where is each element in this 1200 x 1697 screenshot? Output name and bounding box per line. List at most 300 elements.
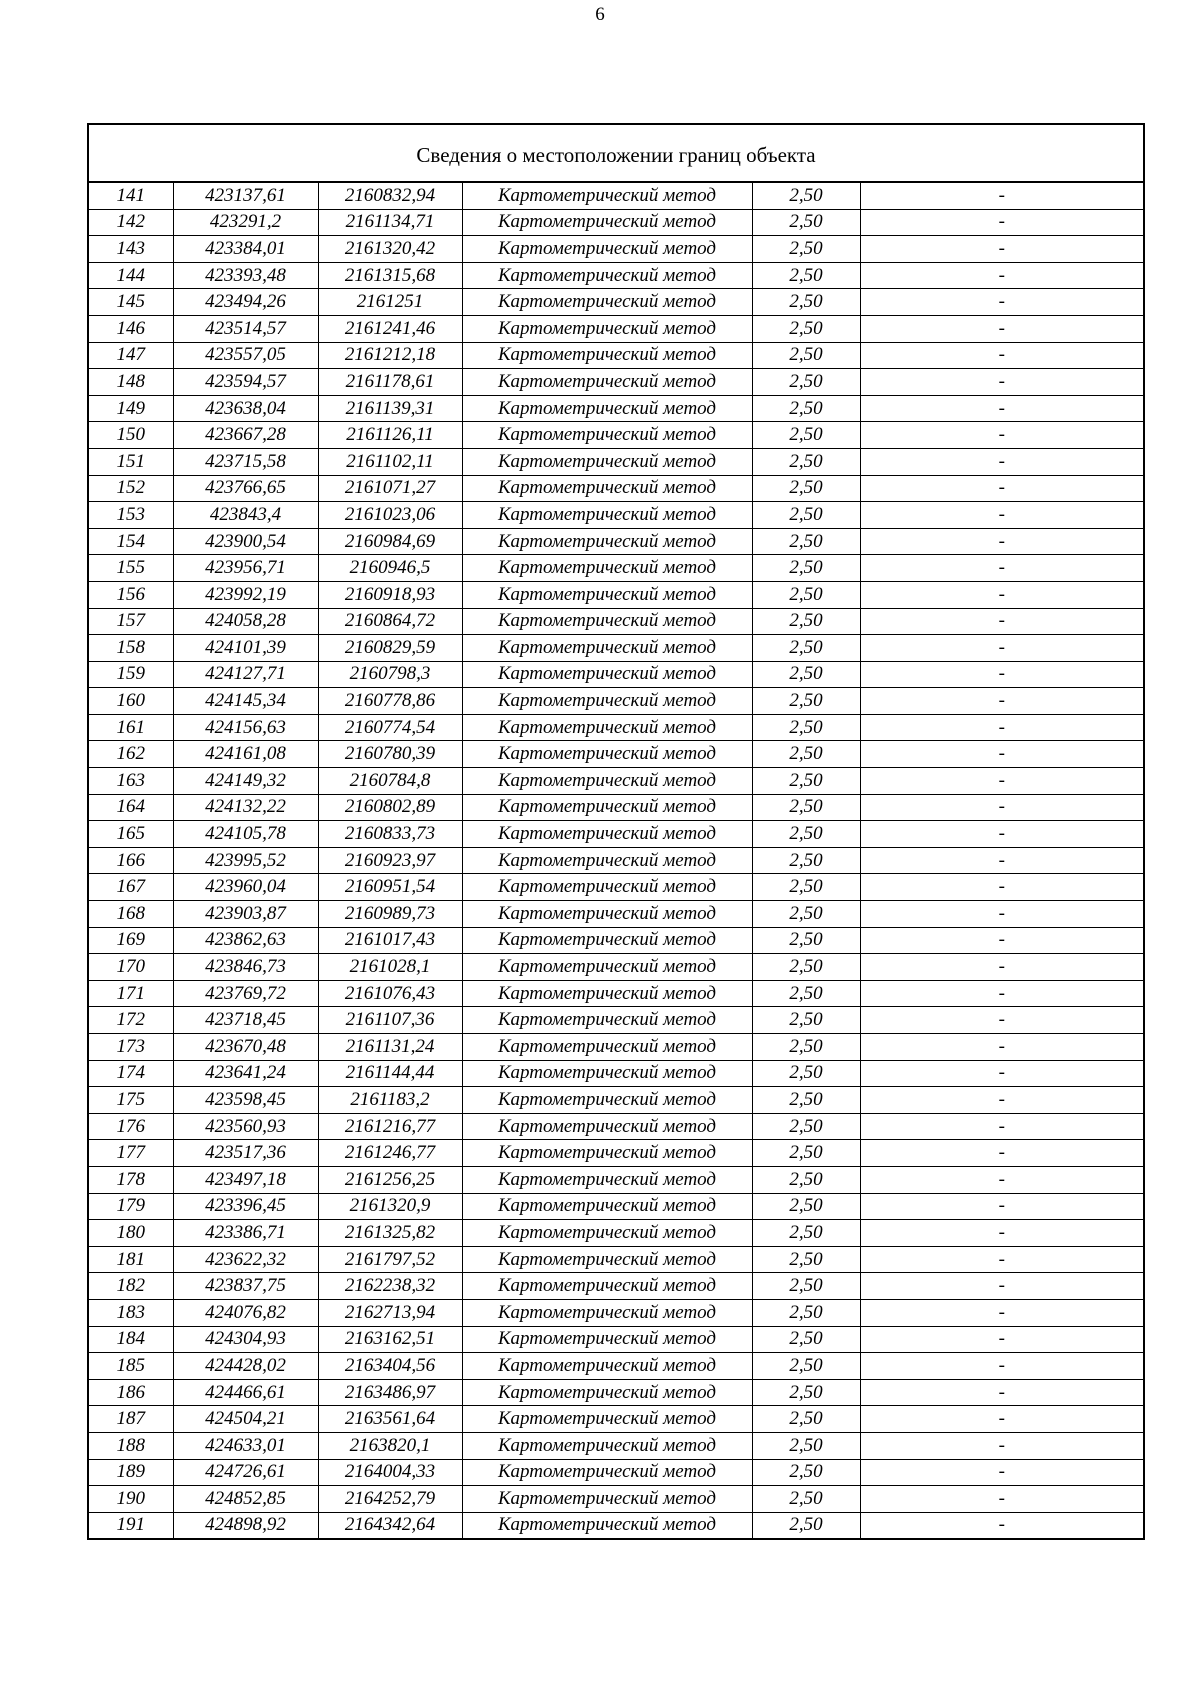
accuracy-cell: 2,50: [752, 1512, 860, 1538]
y-coordinate-cell: 2160774,54: [318, 714, 462, 741]
point-number-cell: 161: [89, 714, 173, 741]
y-coordinate-cell: 2161102,11: [318, 448, 462, 475]
x-coordinate-cell: 424504,21: [173, 1406, 318, 1433]
y-coordinate-cell: 2161126,11: [318, 422, 462, 449]
table-row: [89, 236, 1143, 263]
method-cell: Картометрический метод: [462, 927, 752, 954]
y-coordinate-cell: 2160946,5: [318, 555, 462, 582]
method-cell: Картометрический метод: [462, 369, 752, 396]
y-coordinate-cell: 2160778,86: [318, 688, 462, 715]
y-coordinate-cell: 2161017,43: [318, 927, 462, 954]
point-number-cell: 174: [89, 1060, 173, 1087]
accuracy-cell: 2,50: [752, 635, 860, 662]
table-row: [89, 847, 1143, 874]
table-row: [89, 183, 1143, 209]
point-number-cell: 148: [89, 369, 173, 396]
accuracy-cell: 2,50: [752, 502, 860, 529]
y-coordinate-cell: 2162238,32: [318, 1273, 462, 1300]
table-row: [89, 502, 1143, 529]
point-number-cell: 163: [89, 768, 173, 795]
point-number-cell: 164: [89, 794, 173, 821]
x-coordinate-cell: 424105,78: [173, 821, 318, 848]
x-coordinate-cell: 423766,65: [173, 475, 318, 502]
method-cell: Картометрический метод: [462, 528, 752, 555]
table-row: [89, 927, 1143, 954]
point-number-cell: 182: [89, 1273, 173, 1300]
x-coordinate-cell: 423396,45: [173, 1193, 318, 1220]
method-cell: Картометрический метод: [462, 1007, 752, 1034]
y-coordinate-cell: 2161178,61: [318, 369, 462, 396]
description-cell: -: [860, 1353, 1143, 1380]
x-coordinate-cell: 423903,87: [173, 901, 318, 928]
description-cell: -: [860, 555, 1143, 582]
x-coordinate-cell: 424428,02: [173, 1353, 318, 1380]
y-coordinate-cell: 2160798,3: [318, 661, 462, 688]
accuracy-cell: 2,50: [752, 475, 860, 502]
table-row: [89, 369, 1143, 396]
description-cell: -: [860, 581, 1143, 608]
table-row: [89, 1060, 1143, 1087]
description-cell: -: [860, 847, 1143, 874]
point-number-cell: 184: [89, 1326, 173, 1353]
y-coordinate-cell: 2164252,79: [318, 1486, 462, 1513]
description-cell: -: [860, 635, 1143, 662]
table-row: [89, 395, 1143, 422]
point-number-cell: 168: [89, 901, 173, 928]
accuracy-cell: 2,50: [752, 528, 860, 555]
y-coordinate-cell: 2161028,1: [318, 954, 462, 981]
description-cell: -: [860, 1007, 1143, 1034]
y-coordinate-cell: 2160864,72: [318, 608, 462, 635]
accuracy-cell: 2,50: [752, 847, 860, 874]
y-coordinate-cell: 2163561,64: [318, 1406, 462, 1433]
accuracy-cell: 2,50: [752, 1140, 860, 1167]
y-coordinate-cell: 2160918,93: [318, 581, 462, 608]
accuracy-cell: 2,50: [752, 954, 860, 981]
x-coordinate-cell: 424149,32: [173, 768, 318, 795]
x-coordinate-cell: 423514,57: [173, 315, 318, 342]
x-coordinate-cell: 423862,63: [173, 927, 318, 954]
description-cell: -: [860, 688, 1143, 715]
description-cell: -: [860, 1512, 1143, 1538]
accuracy-cell: 2,50: [752, 1353, 860, 1380]
table-row: [89, 1459, 1143, 1486]
accuracy-cell: 2,50: [752, 395, 860, 422]
point-number-cell: 172: [89, 1007, 173, 1034]
method-cell: Картометрический метод: [462, 448, 752, 475]
y-coordinate-cell: 2161134,71: [318, 209, 462, 236]
method-cell: Картометрический метод: [462, 315, 752, 342]
y-coordinate-cell: 2161144,44: [318, 1060, 462, 1087]
table-row: [89, 1140, 1143, 1167]
accuracy-cell: 2,50: [752, 1220, 860, 1247]
point-number-cell: 189: [89, 1459, 173, 1486]
x-coordinate-cell: 423393,48: [173, 262, 318, 289]
x-coordinate-cell: 423995,52: [173, 847, 318, 874]
y-coordinate-cell: 2161325,82: [318, 1220, 462, 1247]
description-cell: -: [860, 422, 1143, 449]
y-coordinate-cell: 2161251: [318, 289, 462, 316]
point-number-cell: 170: [89, 954, 173, 981]
accuracy-cell: 2,50: [752, 901, 860, 928]
accuracy-cell: 2,50: [752, 448, 860, 475]
table-row: [89, 874, 1143, 901]
x-coordinate-cell: 423641,24: [173, 1060, 318, 1087]
x-coordinate-cell: 423667,28: [173, 422, 318, 449]
description-cell: -: [860, 315, 1143, 342]
y-coordinate-cell: 2163404,56: [318, 1353, 462, 1380]
y-coordinate-cell: 2161183,2: [318, 1087, 462, 1114]
method-cell: Картометрический метод: [462, 1432, 752, 1459]
x-coordinate-cell: 423638,04: [173, 395, 318, 422]
boundary-table-frame: [87, 123, 1145, 1540]
accuracy-cell: 2,50: [752, 1326, 860, 1353]
table-row: [89, 1432, 1143, 1459]
point-number-cell: 153: [89, 502, 173, 529]
description-cell: -: [860, 794, 1143, 821]
description-cell: -: [860, 1060, 1143, 1087]
accuracy-cell: 2,50: [752, 980, 860, 1007]
y-coordinate-cell: 2164342,64: [318, 1512, 462, 1538]
method-cell: Картометрический метод: [462, 1087, 752, 1114]
method-cell: Картометрический метод: [462, 1353, 752, 1380]
table-row: [89, 1406, 1143, 1433]
method-cell: Картометрический метод: [462, 768, 752, 795]
table-row: [89, 315, 1143, 342]
point-number-cell: 169: [89, 927, 173, 954]
description-cell: -: [860, 1486, 1143, 1513]
x-coordinate-cell: 423670,48: [173, 1034, 318, 1061]
description-cell: -: [860, 1166, 1143, 1193]
description-cell: -: [860, 289, 1143, 316]
x-coordinate-cell: 423960,04: [173, 874, 318, 901]
accuracy-cell: 2,50: [752, 422, 860, 449]
table-row: [89, 1273, 1143, 1300]
x-coordinate-cell: 423291,2: [173, 209, 318, 236]
y-coordinate-cell: 2161241,46: [318, 315, 462, 342]
y-coordinate-cell: 2160923,97: [318, 847, 462, 874]
point-number-cell: 191: [89, 1512, 173, 1538]
x-coordinate-cell: 423517,36: [173, 1140, 318, 1167]
x-coordinate-cell: 423557,05: [173, 342, 318, 369]
y-coordinate-cell: 2161256,25: [318, 1166, 462, 1193]
description-cell: -: [860, 502, 1143, 529]
x-coordinate-cell: 424852,85: [173, 1486, 318, 1513]
description-cell: -: [860, 1406, 1143, 1433]
table-row: [89, 688, 1143, 715]
x-coordinate-cell: 423837,75: [173, 1273, 318, 1300]
x-coordinate-cell: 424127,71: [173, 661, 318, 688]
accuracy-cell: 2,50: [752, 581, 860, 608]
y-coordinate-cell: 2162713,94: [318, 1299, 462, 1326]
point-number-cell: 149: [89, 395, 173, 422]
table-row: [89, 954, 1143, 981]
table-row: [89, 528, 1143, 555]
point-number-cell: 186: [89, 1379, 173, 1406]
point-number-cell: 144: [89, 262, 173, 289]
y-coordinate-cell: 2160984,69: [318, 528, 462, 555]
x-coordinate-cell: 424101,39: [173, 635, 318, 662]
table-row: [89, 1166, 1143, 1193]
point-number-cell: 176: [89, 1113, 173, 1140]
accuracy-cell: 2,50: [752, 262, 860, 289]
x-coordinate-cell: 423956,71: [173, 555, 318, 582]
method-cell: Картометрический метод: [462, 209, 752, 236]
accuracy-cell: 2,50: [752, 1087, 860, 1114]
point-number-cell: 160: [89, 688, 173, 715]
point-number-cell: 175: [89, 1087, 173, 1114]
description-cell: -: [860, 661, 1143, 688]
description-cell: -: [860, 714, 1143, 741]
accuracy-cell: 2,50: [752, 315, 860, 342]
method-cell: Картометрический метод: [462, 183, 752, 209]
accuracy-cell: 2,50: [752, 1113, 860, 1140]
accuracy-cell: 2,50: [752, 1432, 860, 1459]
description-cell: -: [860, 448, 1143, 475]
description-cell: -: [860, 901, 1143, 928]
point-number-cell: 187: [89, 1406, 173, 1433]
description-cell: -: [860, 1326, 1143, 1353]
method-cell: Картометрический метод: [462, 422, 752, 449]
point-number-cell: 166: [89, 847, 173, 874]
y-coordinate-cell: 2160951,54: [318, 874, 462, 901]
accuracy-cell: 2,50: [752, 768, 860, 795]
x-coordinate-cell: 423622,32: [173, 1246, 318, 1273]
y-coordinate-cell: 2161107,36: [318, 1007, 462, 1034]
description-cell: -: [860, 927, 1143, 954]
description-cell: -: [860, 874, 1143, 901]
description-cell: -: [860, 342, 1143, 369]
x-coordinate-cell: 424161,08: [173, 741, 318, 768]
accuracy-cell: 2,50: [752, 794, 860, 821]
description-cell: -: [860, 1113, 1143, 1140]
description-cell: -: [860, 1299, 1143, 1326]
accuracy-cell: 2,50: [752, 661, 860, 688]
method-cell: Картометрический метод: [462, 661, 752, 688]
method-cell: Картометрический метод: [462, 395, 752, 422]
accuracy-cell: 2,50: [752, 608, 860, 635]
method-cell: Картометрический метод: [462, 289, 752, 316]
description-cell: -: [860, 821, 1143, 848]
description-cell: -: [860, 1246, 1143, 1273]
description-cell: -: [860, 209, 1143, 236]
table-row: [89, 289, 1143, 316]
x-coordinate-cell: 423900,54: [173, 528, 318, 555]
method-cell: Картометрический метод: [462, 1113, 752, 1140]
y-coordinate-cell: 2161797,52: [318, 1246, 462, 1273]
table-row: [89, 581, 1143, 608]
x-coordinate-cell: 423598,45: [173, 1087, 318, 1114]
table-title: Сведения о местоположении границ объекта: [89, 125, 1143, 183]
table-row: [89, 1087, 1143, 1114]
x-coordinate-cell: 423594,57: [173, 369, 318, 396]
accuracy-cell: 2,50: [752, 236, 860, 263]
point-number-cell: 177: [89, 1140, 173, 1167]
point-number-cell: 142: [89, 209, 173, 236]
x-coordinate-cell: 423494,26: [173, 289, 318, 316]
page-number: 6: [595, 4, 605, 25]
table-row: [89, 475, 1143, 502]
x-coordinate-cell: 424898,92: [173, 1512, 318, 1538]
y-coordinate-cell: 2160784,8: [318, 768, 462, 795]
description-cell: -: [860, 954, 1143, 981]
accuracy-cell: 2,50: [752, 289, 860, 316]
x-coordinate-cell: 423384,01: [173, 236, 318, 263]
y-coordinate-cell: 2161246,77: [318, 1140, 462, 1167]
accuracy-cell: 2,50: [752, 342, 860, 369]
method-cell: Картометрический метод: [462, 1379, 752, 1406]
method-cell: Картометрический метод: [462, 502, 752, 529]
table-row: [89, 1193, 1143, 1220]
point-number-cell: 151: [89, 448, 173, 475]
accuracy-cell: 2,50: [752, 1166, 860, 1193]
accuracy-cell: 2,50: [752, 1060, 860, 1087]
method-cell: Картометрический метод: [462, 1193, 752, 1220]
accuracy-cell: 2,50: [752, 1486, 860, 1513]
y-coordinate-cell: 2161216,77: [318, 1113, 462, 1140]
x-coordinate-cell: 423386,71: [173, 1220, 318, 1247]
point-number-cell: 157: [89, 608, 173, 635]
point-number-cell: 188: [89, 1432, 173, 1459]
point-number-cell: 173: [89, 1034, 173, 1061]
accuracy-cell: 2,50: [752, 1459, 860, 1486]
point-number-cell: 165: [89, 821, 173, 848]
point-number-cell: 178: [89, 1166, 173, 1193]
point-number-cell: 181: [89, 1246, 173, 1273]
table-row: [89, 768, 1143, 795]
point-number-cell: 147: [89, 342, 173, 369]
accuracy-cell: 2,50: [752, 1406, 860, 1433]
y-coordinate-cell: 2161212,18: [318, 342, 462, 369]
y-coordinate-cell: 2161071,27: [318, 475, 462, 502]
description-cell: -: [860, 369, 1143, 396]
method-cell: Картометрический метод: [462, 794, 752, 821]
description-cell: -: [860, 980, 1143, 1007]
method-cell: Картометрический метод: [462, 741, 752, 768]
point-number-cell: 159: [89, 661, 173, 688]
point-number-cell: 156: [89, 581, 173, 608]
point-number-cell: 155: [89, 555, 173, 582]
method-cell: Картометрический метод: [462, 1060, 752, 1087]
x-coordinate-cell: 423992,19: [173, 581, 318, 608]
x-coordinate-cell: 424304,93: [173, 1326, 318, 1353]
x-coordinate-cell: 424633,01: [173, 1432, 318, 1459]
point-number-cell: 179: [89, 1193, 173, 1220]
x-coordinate-cell: 424132,22: [173, 794, 318, 821]
x-coordinate-cell: 423137,61: [173, 183, 318, 209]
description-cell: -: [860, 768, 1143, 795]
y-coordinate-cell: 2163162,51: [318, 1326, 462, 1353]
accuracy-cell: 2,50: [752, 874, 860, 901]
method-cell: Картометрический метод: [462, 714, 752, 741]
y-coordinate-cell: 2161320,42: [318, 236, 462, 263]
description-cell: -: [860, 262, 1143, 289]
x-coordinate-cell: 424058,28: [173, 608, 318, 635]
accuracy-cell: 2,50: [752, 555, 860, 582]
accuracy-cell: 2,50: [752, 1273, 860, 1300]
x-coordinate-cell: 423715,58: [173, 448, 318, 475]
y-coordinate-cell: 2160989,73: [318, 901, 462, 928]
method-cell: Картометрический метод: [462, 1166, 752, 1193]
table-row: [89, 980, 1143, 1007]
method-cell: Картометрический метод: [462, 1140, 752, 1167]
method-cell: Картометрический метод: [462, 342, 752, 369]
table-row: [89, 1512, 1143, 1538]
table-row: [89, 342, 1143, 369]
description-cell: -: [860, 1273, 1143, 1300]
point-number-cell: 171: [89, 980, 173, 1007]
y-coordinate-cell: 2160780,39: [318, 741, 462, 768]
y-coordinate-cell: 2163486,97: [318, 1379, 462, 1406]
description-cell: -: [860, 1087, 1143, 1114]
method-cell: Картометрический метод: [462, 1406, 752, 1433]
point-number-cell: 145: [89, 289, 173, 316]
table-row: [89, 448, 1143, 475]
description-cell: -: [860, 183, 1143, 209]
accuracy-cell: 2,50: [752, 1246, 860, 1273]
method-cell: Картометрический метод: [462, 874, 752, 901]
method-cell: Картометрический метод: [462, 1220, 752, 1247]
table-row: [89, 209, 1143, 236]
table-row: [89, 635, 1143, 662]
x-coordinate-cell: 424156,63: [173, 714, 318, 741]
method-cell: Картометрический метод: [462, 847, 752, 874]
accuracy-cell: 2,50: [752, 1193, 860, 1220]
method-cell: Картометрический метод: [462, 555, 752, 582]
x-coordinate-cell: 423560,93: [173, 1113, 318, 1140]
point-number-cell: 180: [89, 1220, 173, 1247]
point-number-cell: 152: [89, 475, 173, 502]
method-cell: Картометрический метод: [462, 901, 752, 928]
accuracy-cell: 2,50: [752, 209, 860, 236]
table-row: [89, 262, 1143, 289]
method-cell: Картометрический метод: [462, 1034, 752, 1061]
x-coordinate-cell: 424726,61: [173, 1459, 318, 1486]
description-cell: -: [860, 1220, 1143, 1247]
description-cell: -: [860, 1379, 1143, 1406]
table-row: [89, 1220, 1143, 1247]
accuracy-cell: 2,50: [752, 714, 860, 741]
accuracy-cell: 2,50: [752, 688, 860, 715]
description-cell: -: [860, 1140, 1143, 1167]
method-cell: Картометрический метод: [462, 1246, 752, 1273]
description-cell: -: [860, 236, 1143, 263]
table-row: [89, 794, 1143, 821]
y-coordinate-cell: 2161315,68: [318, 262, 462, 289]
table-row: [89, 608, 1143, 635]
description-cell: -: [860, 1034, 1143, 1061]
table-row: [89, 1007, 1143, 1034]
table-row: [89, 1326, 1143, 1353]
x-coordinate-cell: 424466,61: [173, 1379, 318, 1406]
method-cell: Картометрический метод: [462, 1512, 752, 1538]
description-cell: -: [860, 1432, 1143, 1459]
method-cell: Картометрический метод: [462, 475, 752, 502]
y-coordinate-cell: 2160832,94: [318, 183, 462, 209]
table-row: [89, 1113, 1143, 1140]
method-cell: Картометрический метод: [462, 236, 752, 263]
method-cell: Картометрический метод: [462, 262, 752, 289]
method-cell: Картометрический метод: [462, 1326, 752, 1353]
method-cell: Картометрический метод: [462, 980, 752, 1007]
y-coordinate-cell: 2161023,06: [318, 502, 462, 529]
accuracy-cell: 2,50: [752, 1299, 860, 1326]
table-row: [89, 555, 1143, 582]
y-coordinate-cell: 2161320,9: [318, 1193, 462, 1220]
method-cell: Картометрический метод: [462, 821, 752, 848]
description-cell: -: [860, 1459, 1143, 1486]
y-coordinate-cell: 2160802,89: [318, 794, 462, 821]
